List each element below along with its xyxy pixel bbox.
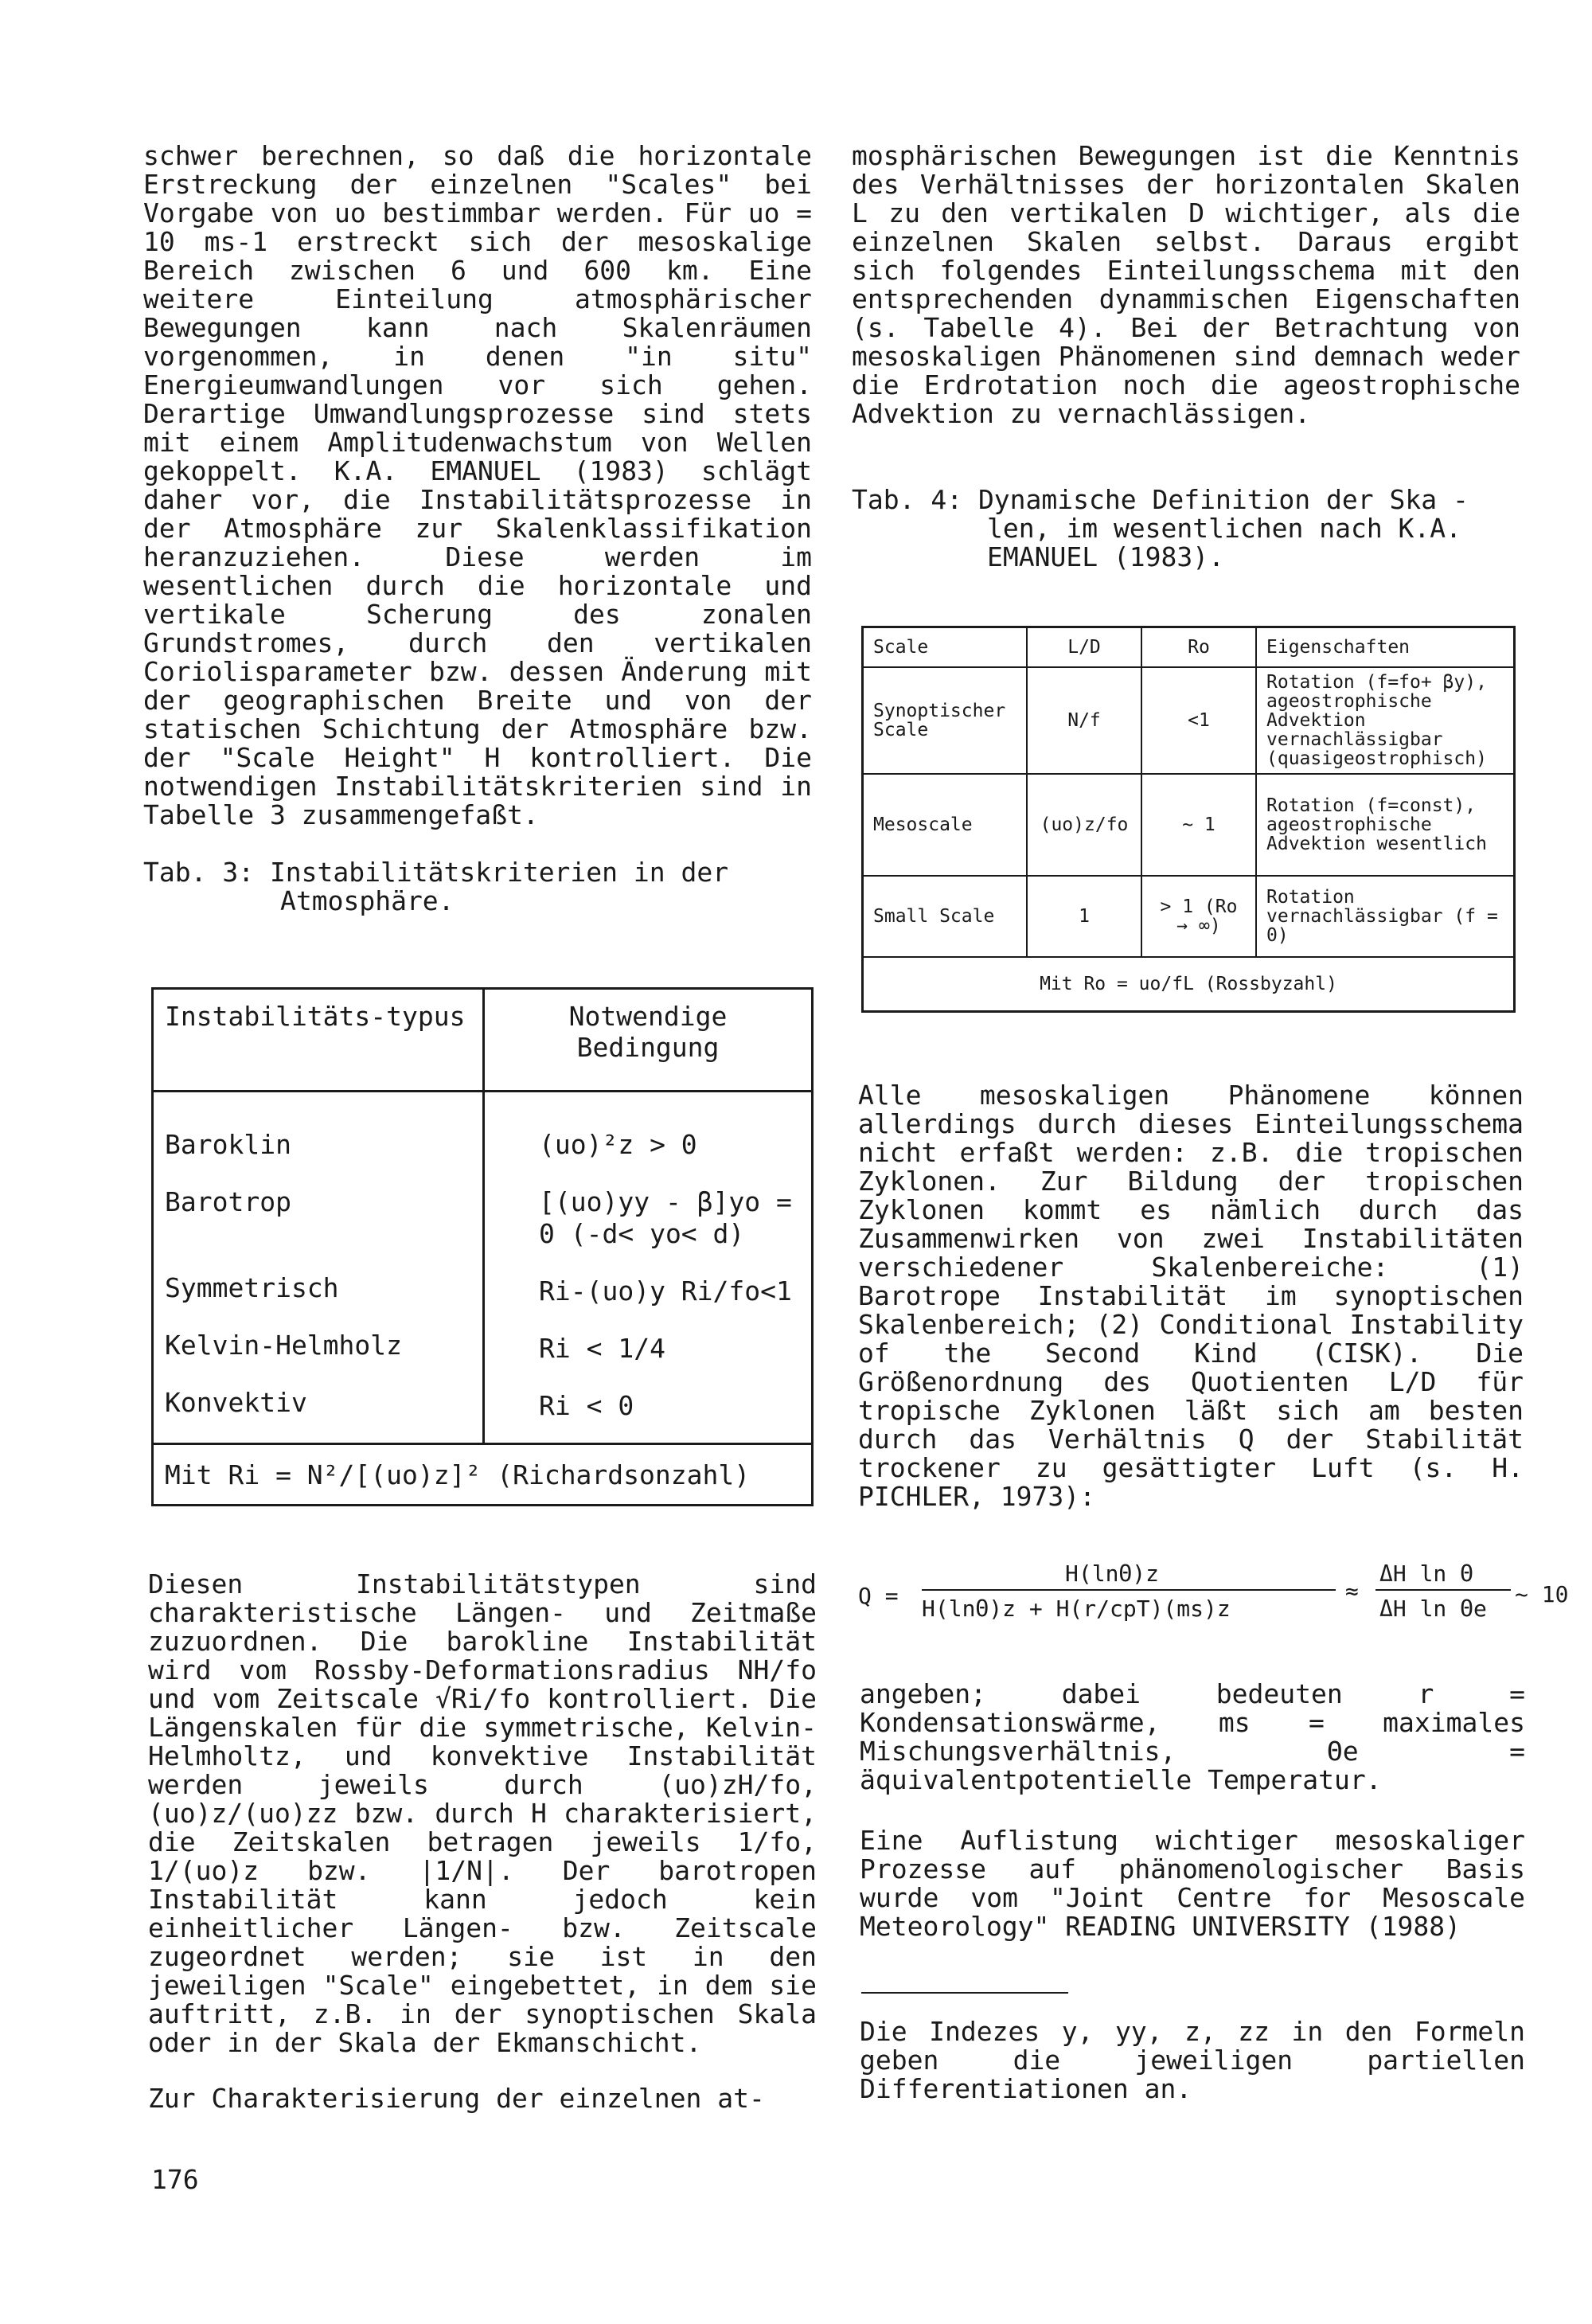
formula-approx: ≈ bbox=[1345, 1578, 1359, 1604]
table3-footer: Mit Ri = N²/[(uo)z]² (Richardsonzahl) bbox=[153, 1444, 813, 1506]
formula-q bbox=[858, 1560, 1569, 1632]
table4-footer-row bbox=[863, 957, 1515, 1012]
table3-caption-line1: Tab. 3: Instabilitätskriterien in der bbox=[143, 857, 729, 888]
table3-type: Kelvin-Helmholz bbox=[165, 1330, 403, 1361]
table4-cell-scale: Small Scale bbox=[863, 876, 1028, 957]
right-paragraph-4-text: Eine Auflistung wichtiger mesoskaliger Prozesse auf phänomenologischer Basis wurde vom "Joint Centre for Mesoscale Meteorology" READING UNIVERSITY (1988) bbox=[860, 1825, 1525, 1942]
right-paragraph-1 bbox=[852, 142, 1520, 428]
table4-caption bbox=[852, 486, 1520, 572]
table3-type: Symmetrisch bbox=[165, 1272, 339, 1303]
table3-header-row bbox=[153, 989, 813, 1092]
table4-header-scale: Scale bbox=[863, 627, 1028, 668]
left-paragraph-2 bbox=[148, 1570, 817, 2057]
table4-cell-props: Rotation (f=fo+ βy), ageostrophische Advektion vernachlässigbar (quasigeostrophisch) bbox=[1256, 667, 1515, 774]
table3-header-condition: Notwendige Bedingung bbox=[484, 989, 813, 1092]
table4-caption-line3: EMANUEL (1983). bbox=[987, 541, 1225, 572]
table4-cell-ld: (uo)z/fo bbox=[1027, 774, 1141, 876]
footnote bbox=[860, 2017, 1525, 2103]
right-paragraph-3-text: angeben; dabei bedeuten r = Kondensationswärme, ms = maximales Mischungsverhältnis, Θe = äquivalentpotentielle Temperatur. bbox=[860, 1678, 1525, 1795]
table3-condition: [(uo)yy - β]yo = 0 (-d< yo< d) bbox=[539, 1186, 792, 1249]
formula-numerator: H(lnΘ)z bbox=[1065, 1560, 1160, 1587]
table4-row bbox=[863, 774, 1515, 876]
table3-footer-row bbox=[153, 1444, 813, 1506]
table3-type: Baroklin bbox=[165, 1129, 291, 1160]
table3-caption bbox=[143, 858, 812, 916]
formula-ratio-denominator: ΔH ln Θe bbox=[1379, 1596, 1487, 1622]
left-paragraph-3-text: Zur Charakterisierung der einzelnen at- bbox=[148, 2083, 765, 2114]
table4-row bbox=[863, 667, 1515, 774]
table3-conditions-cell bbox=[484, 1092, 813, 1444]
table3-condition: Ri < 0 bbox=[539, 1390, 634, 1421]
right-paragraph-3 bbox=[860, 1680, 1525, 1795]
table3-header-type: Instabilitäts-typus bbox=[153, 989, 484, 1092]
formula-denominator: H(lnΘ)z + H(r/cpT)(ms)z bbox=[922, 1596, 1231, 1622]
table4-row bbox=[863, 876, 1515, 957]
table3-caption-line2: Atmosphäre. bbox=[280, 885, 455, 916]
table4-caption-line2: len, im wesentlichen nach K.A. bbox=[987, 513, 1462, 544]
footnote-text: Die Indezes y, yy, z, zz in den Formeln geben die jeweiligen partiellen Differentiationen an. bbox=[860, 2016, 1525, 2104]
page-number: 176 bbox=[151, 2164, 199, 2195]
table3-body bbox=[153, 1092, 813, 1444]
left-paragraph-1-text: schwer berechnen, so daß die horizontale Erstreckung der einzelnen "Scales" bei Vorgabe von uo bestimmbar werden. Für uo = 10 ms-1 erstreckt sich der mesoskalige Bereich zwischen 6 und 600 km. Eine weitere Einteilung atmosphärischer Bewegungen kann nach Skalenräumen vorgenommen, in denen "in situ" Energieumwandlungen vor sich gehen. Derartige Umwandlungsprozesse sind stets mit einem Amplitudenwachstum von Wellen gekoppelt. K.A. EMANUEL (1983) schlägt daher vor, die Instabilitätsprozesse in der Atmosphäre zur Skalenklassifikation heranzuziehen. Diese werden im wesentlichen durch die horizontale und vertikale Scherung des zonalen Grundstromes, durch den vertikalen Coriolisparameter bzw. dessen Änderung mit der geographischen Breite und von der statischen Schichtung der Atmosphäre bzw. der "Scale Height" H kontrolliert. Die notwendigen Instabilitätskriterien sind in Tabelle 3 zusammengefaßt. bbox=[143, 140, 812, 830]
table3-condition: Ri < 1/4 bbox=[539, 1333, 665, 1364]
table4-cell-ld: 1 bbox=[1027, 876, 1141, 957]
right-paragraph-4 bbox=[860, 1826, 1525, 1941]
table4-cell-ld: N/f bbox=[1027, 667, 1141, 774]
left-paragraph-1 bbox=[143, 142, 812, 830]
table3-type: Konvektiv bbox=[165, 1387, 307, 1418]
table4-header-props: Eigenschaften bbox=[1256, 627, 1515, 668]
formula-ratio-numerator: ΔH ln Θ bbox=[1379, 1560, 1474, 1587]
table3-types-cell bbox=[153, 1092, 484, 1444]
table4-caption-line1: Tab. 4: Dynamische Definition der Ska - bbox=[852, 484, 1469, 515]
formula-lhs: Q = bbox=[858, 1583, 899, 1609]
table3-condition: Ri-(uo)y Ri/fo<1 bbox=[539, 1275, 792, 1307]
table3 bbox=[151, 987, 814, 1506]
table3-type: Barotrop bbox=[165, 1186, 291, 1217]
left-paragraph-2-text: Diesen Instabilitätstypen sind charakteristische Längen- und Zeitmaße zuzuordnen. Die barokline Instabilität wird vom Rossby-Deformationsradius NH/fo und vom Zeitscale √Ri/fo kontrolliert. Die Längenskalen für die symmetrische, Kelvin-Helmholtz, und konvektive Instabilität werden jeweils durch (uo)zH/fo, (uo)z/(uo)zz bzw. durch H charakterisiert, die Zeitskalen betragen jeweils 1/fo, 1/(uo)z bzw. |1/N|. Der barotropen Instabilität kann jedoch kein einheitlicher Längen- bzw. Zeitscale zugeordnet werden; sie ist in den jeweiligen "Scale" eingebettet, in dem sie auftritt, z.B. in der synoptischen Skala oder in der Skala der Ekmanschicht. bbox=[148, 1568, 817, 2058]
table4-header-ro: Ro bbox=[1141, 627, 1256, 668]
formula-fraction-bar bbox=[922, 1589, 1336, 1591]
table4-cell-props: Rotation vernachlässigbar (f = 0) bbox=[1256, 876, 1515, 957]
table4-cell-ro: > 1 (Ro → ∞) bbox=[1141, 876, 1256, 957]
footnote-divider bbox=[861, 1992, 1068, 1994]
table4-cell-props: Rotation (f=const), ageostrophische Advektion wesentlich bbox=[1256, 774, 1515, 876]
right-paragraph-2 bbox=[858, 1081, 1524, 1511]
left-paragraph-3 bbox=[148, 2084, 817, 2113]
table4-cell-scale: Synoptischer Scale bbox=[863, 667, 1028, 774]
table3-condition: (uo)²z > 0 bbox=[539, 1129, 697, 1160]
table4-cell-scale: Mesoscale bbox=[863, 774, 1028, 876]
table4-footer: Mit Ro = uo/fL (Rossbyzahl) bbox=[863, 957, 1515, 1012]
right-paragraph-1-text: mosphärischen Bewegungen ist die Kenntnis des Verhältnisses der horizontalen Skalen L zu den vertikalen D wichtiger, als die einzelnen Skalen selbst. Daraus ergibt sich folgendes Einteilungsschema mit den entsprechenden dynammischen Eigenschaften (s. Tabelle 4). Bei der Betrachtung von mesoskaligen Phänomenen sind demnach weder die Erdrotation noch die ageostrophische Advektion zu vernachlässigen. bbox=[852, 140, 1520, 429]
formula-result: ~ 10 bbox=[1515, 1581, 1569, 1607]
table4-cell-ro: ~ 1 bbox=[1141, 774, 1256, 876]
table4 bbox=[861, 626, 1516, 1013]
right-paragraph-2-text: Alle mesoskaligen Phänomene können allerdings durch dieses Einteilungsschema nicht erfaßt werden: z.B. die tropischen Zyklonen. Zur Bildung der tropischen Zyklonen kommt es nämlich durch das Zusammenwirken von zwei Instabilitäten verschiedener Skalenbereiche: (1) Barotrope Instabilität im synoptischen Skalenbereich; (2) Conditional Instability of the Second Kind (CISK). Die Größenordnung des Quotienten L/D für tropische Zyklonen läßt sich am besten durch das Verhältnis Q der Stabilität trockener zu gesättigter Luft (s. H. PICHLER, 1973): bbox=[858, 1080, 1524, 1512]
table4-cell-ro: <1 bbox=[1141, 667, 1256, 774]
table4-header-ld: L/D bbox=[1027, 627, 1141, 668]
table4-header-row bbox=[863, 627, 1515, 668]
